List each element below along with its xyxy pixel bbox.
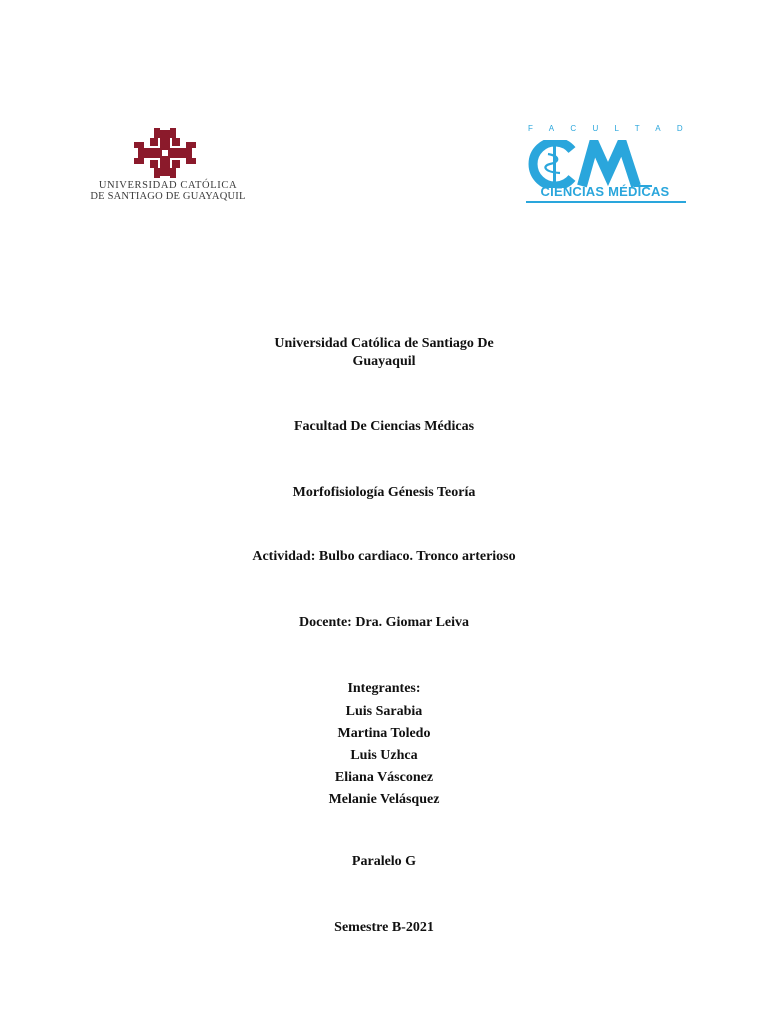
members-list [0,701,768,811]
list-item: Melanie Velásquez [328,792,440,807]
university-name-line-2: Guayaquil [352,354,416,369]
faculty-name: Facultad De Ciencias Médicas [293,419,475,434]
group-label: Paralelo G [351,854,417,869]
faculty-logo-name: CIENCIAS MÉDICAS [540,184,670,199]
university-logo [78,128,258,208]
logo-line-1: UNIVERSIDAD CATÓLICA [98,180,238,191]
university-name [0,335,768,371]
list-item: Luis Sarabia [345,704,423,719]
faculty-logo-underline [526,201,686,203]
list-item: Luis Uzhca [350,748,418,763]
subject-name: Morfofisiología Génesis Teoría [292,485,476,500]
university-logo-text [78,180,258,202]
faculty-logo-top-text: FACULTAD [528,124,699,133]
teacher-name: Docente: Dra. Giomar Leiva [298,615,470,630]
cm-monogram-icon [526,140,684,188]
faculty-logo [522,124,699,206]
university-name-line-1: Universidad Católica de Santiago De [274,336,494,351]
list-item: Martina Toledo [337,726,431,741]
logo-line-2: DE SANTIAGO DE GUAYAQUIL [90,191,246,202]
cross-emblem-icon [134,128,196,178]
list-item: Eliana Vásconez [334,770,434,785]
members-heading: Integrantes: [347,681,421,696]
semester-label: Semestre B-2021 [334,920,434,935]
activity-title: Actividad: Bulbo cardiaco. Tronco arterioso [252,549,516,564]
